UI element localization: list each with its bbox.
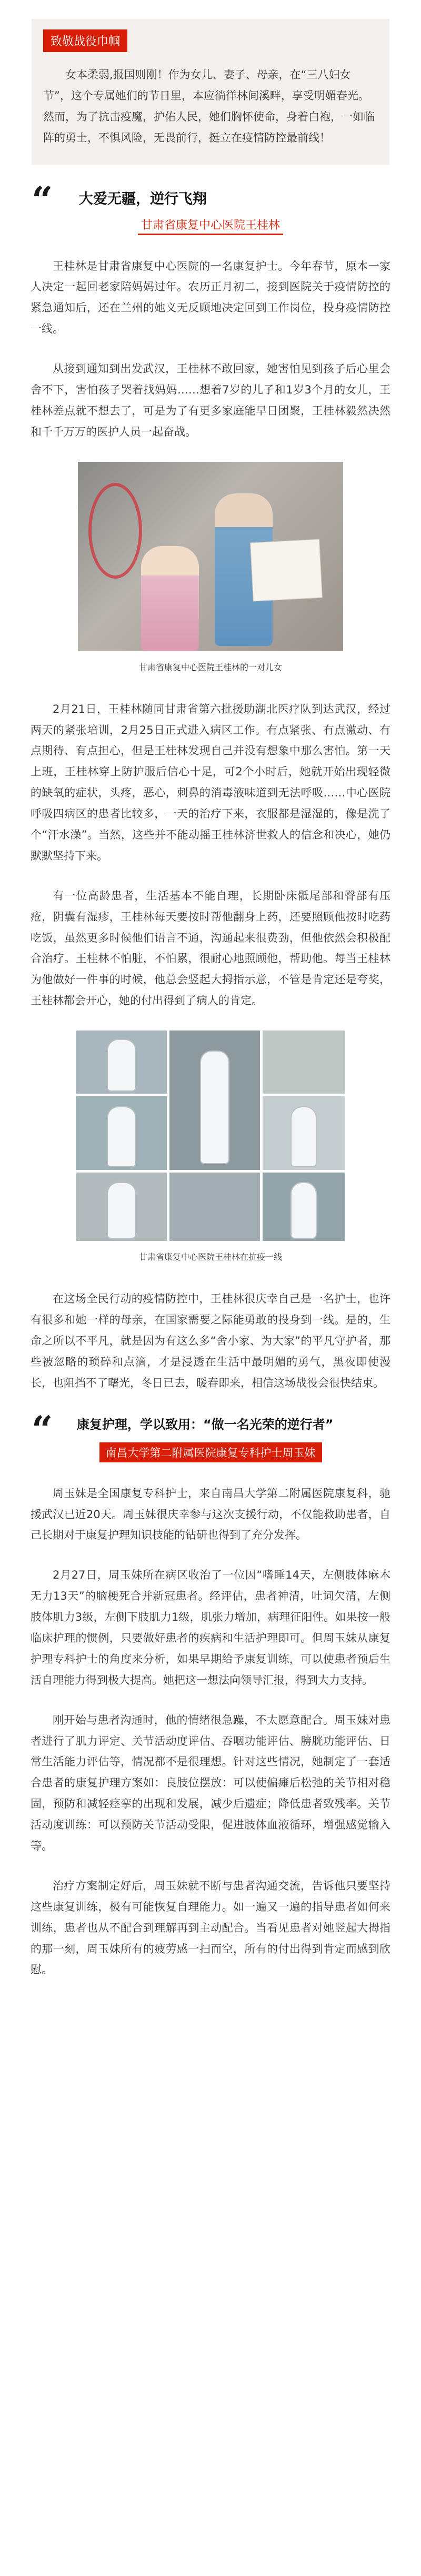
double-quote-icon: “: [32, 185, 47, 210]
section2-subtitle-wrap: [0, 1442, 421, 1462]
section2-paragraph: 2月27日，周玉妹所在病区收治了一位因“嗜睡14天，左侧肢体麻木无力13天”的脑梗死合并新冠患者。经评估，患者神清，吐词欠清，左侧肢体肌力3级，左侧下肢肌力1级，肌张力增加，病理征阳性。如果按一般临床护理的惯例，只要做好患者的疾病和生活护理即可。但周玉妹从康复护理专科护士的角度来分析，如果早期给予康复训练，可以使患者预后生活自理能力得到极大提高。她把这一想法向领导汇报，得到大力支持。: [31, 1569, 390, 1686]
collage-photo: [76, 1173, 167, 1241]
intro-text: 女本柔弱,报国则刚！作为女儿、妻子、母亲，在“三八妇女节”，这个专属她们的节日里，本应徜徉林间溪畔，享受明媚春光。然而，为了抗击疫魔，护佑人民，她们胸怀使命，身着白袍，一如临阵的勇士，不惧风险，无畏前行，挺立在疫情防控最前线！: [43, 68, 375, 144]
section2-paragraph: 治疗方案制定好后，周玉妹就不断与患者沟通交流，告诉他只要坚持这些康复训练，极有可能恢复自理能力。如一遍又一遍的指导患者如何来训练，患者也从不配合到理解再到主动配合。当看见患者对她竖起大拇指的那一刻，周玉妹所有的疲劳感一扫而空，所有的付出得到肯定而感到欣慰。: [31, 1879, 390, 1976]
section1-subtitle: 甘肃省康复中心医院王桂林: [138, 215, 283, 235]
collage-photo: [263, 1173, 345, 1241]
section1-paragraph: 在这场全民行动的疫情防控中，王桂林很庆幸自己是一名护士，也许有很多和她一样的母亲，在国家需要之际能勇敢的投身到一线。是的，生命之所以不平凡，就是因为有这么多“舍小家、为大家”的平凡守护者，那些被忽略的琐碎和点滴，才是浸透在生活中最明媚的勇气，黑夜即使漫长，也阻挡不了曙光，冬日已去，暖春即来，相信这场战役会很快结束。: [31, 1292, 390, 1389]
red-scribble-decoration: [88, 483, 142, 579]
section1-paragraph: 有一位高龄患者，生活基本不能自理，长期卧床骶尾部和臀部有压疮，阴囊有湿疹，王桂林每天要按时帮他翻身上药，还要照顾他按时吃药吃饭，虽然更多时候他们语言不通，沟通起来很费劲，但他依然会积极配合治疗。王桂林不怕脏，不怕累，很耐心地照顾他，帮助他。每当王桂林为他做好一件事的时候，他总会竖起大拇指示意，不管是肯定还是夸奖，王桂林都会开心，她的付出得到了病人的肯定。: [31, 889, 390, 1007]
section2-paragraph: 刚开始与患者沟通时，他的情绪很急躁，不太愿意配合。周玉妹对患者进行了肌力评定、关节活动度评估、吞咽功能评估、膀胱功能评估、日常生活能力评估等，情况都不是很理想。针对这些情况，她制定了一套适合患者的康复护理方案如：良肢位摆放：可以使偏瘫后松弛的关节相对稳固，预防和减轻痉挛的出现和发展，减少后遗症；降低患者致残率。关节活动度训练：可以预防关节活动受限，促进肢体血液循环，增强感觉输入等。: [31, 1713, 390, 1852]
handwritten-sign: [250, 539, 323, 601]
frontline-photo-collage: [76, 1031, 345, 1241]
intro-card: [32, 19, 389, 165]
collage-photo: [263, 1031, 345, 1094]
collage-photo: [76, 1031, 167, 1094]
section2-header: [32, 1415, 389, 1439]
section2-title: 康复护理，学以致用：“做一名光荣的逆行者”: [77, 1417, 334, 1432]
section1-title: 大爱无疆，逆行飞翔: [79, 191, 207, 208]
collage-photo: [169, 1173, 260, 1241]
photo2-caption: 甘肃省康复中心医院王桂林在抗疫一线: [138, 1252, 282, 1262]
children-photo: [78, 462, 343, 651]
daughter-figure: [141, 546, 199, 651]
section1-paragraph: 2月21日，王桂林随同甘肃省第六批援助湖北医疗队到达武汉，经过两天的紧张培训，2月25日正式进入病区工作。有点紧张、有点激动、有点期待、有点担心，但是王桂林发现自己并没有想象中那么害怕。第一天上班，王桂林穿上防护服后信心十足，可2个小时后，她就开始出现轻微的缺氧的症状，头疼，恶心，刺鼻的消毒液味道到无法呼吸……中心医院呼吸四病区的患者比较多，一天的治疗下来，衣服都是湿湿的，像是洗了个“汗水澡”。当然，这些并不能动摇王桂林济世救人的信念和决心，她仍默默坚持下来。: [31, 702, 390, 862]
section1-header: [32, 186, 389, 210]
collage-photo: [263, 1096, 345, 1170]
section2-subtitle: 南昌大学第二附属医院康复专科护士周玉妹: [99, 1442, 322, 1462]
collage-photo: [169, 1031, 260, 1170]
section1-subtitle-wrap: [0, 215, 421, 235]
section1-paragraph: 王桂林是甘肃省康复中心医院的一名康复护士。今年春节，原本一家人决定一起回老家陪妈妈过年。农历正月初二，接到医院关于疫情防控的紧急通知后，还在兰州的她义无反顾地决定回到工作岗位，投身疫情防控一线。: [31, 259, 390, 336]
section1-paragraph: 从接到通知到出发武汉，王桂林不敢回家，她害怕见到孩子后心里会舍不下，害怕孩子哭着找妈妈……想着7岁的儿子和1岁3个月的女儿，王桂林差点就不想去了，可是为了有更多家庭能早日团聚，王桂林毅然决然和千千万万的医护人员一起奋战。: [31, 362, 390, 438]
double-quote-icon: “: [32, 1415, 47, 1439]
section2-paragraph: 周玉妹是全国康复专科护士，来自南昌大学第二附属医院康复科，驰援武汉已近20天。周玉妹很庆幸参与这次支援行动，不仅能救助患者，自己长期对于康复护理知识技能的钻研也得到了充分发挥。: [31, 1487, 390, 1542]
collage-photo: [76, 1096, 167, 1170]
tribute-tag: 致敬战役巾帼: [43, 29, 127, 52]
photo1-caption: 甘肃省康复中心医院王桂林的一对儿女: [138, 662, 282, 672]
